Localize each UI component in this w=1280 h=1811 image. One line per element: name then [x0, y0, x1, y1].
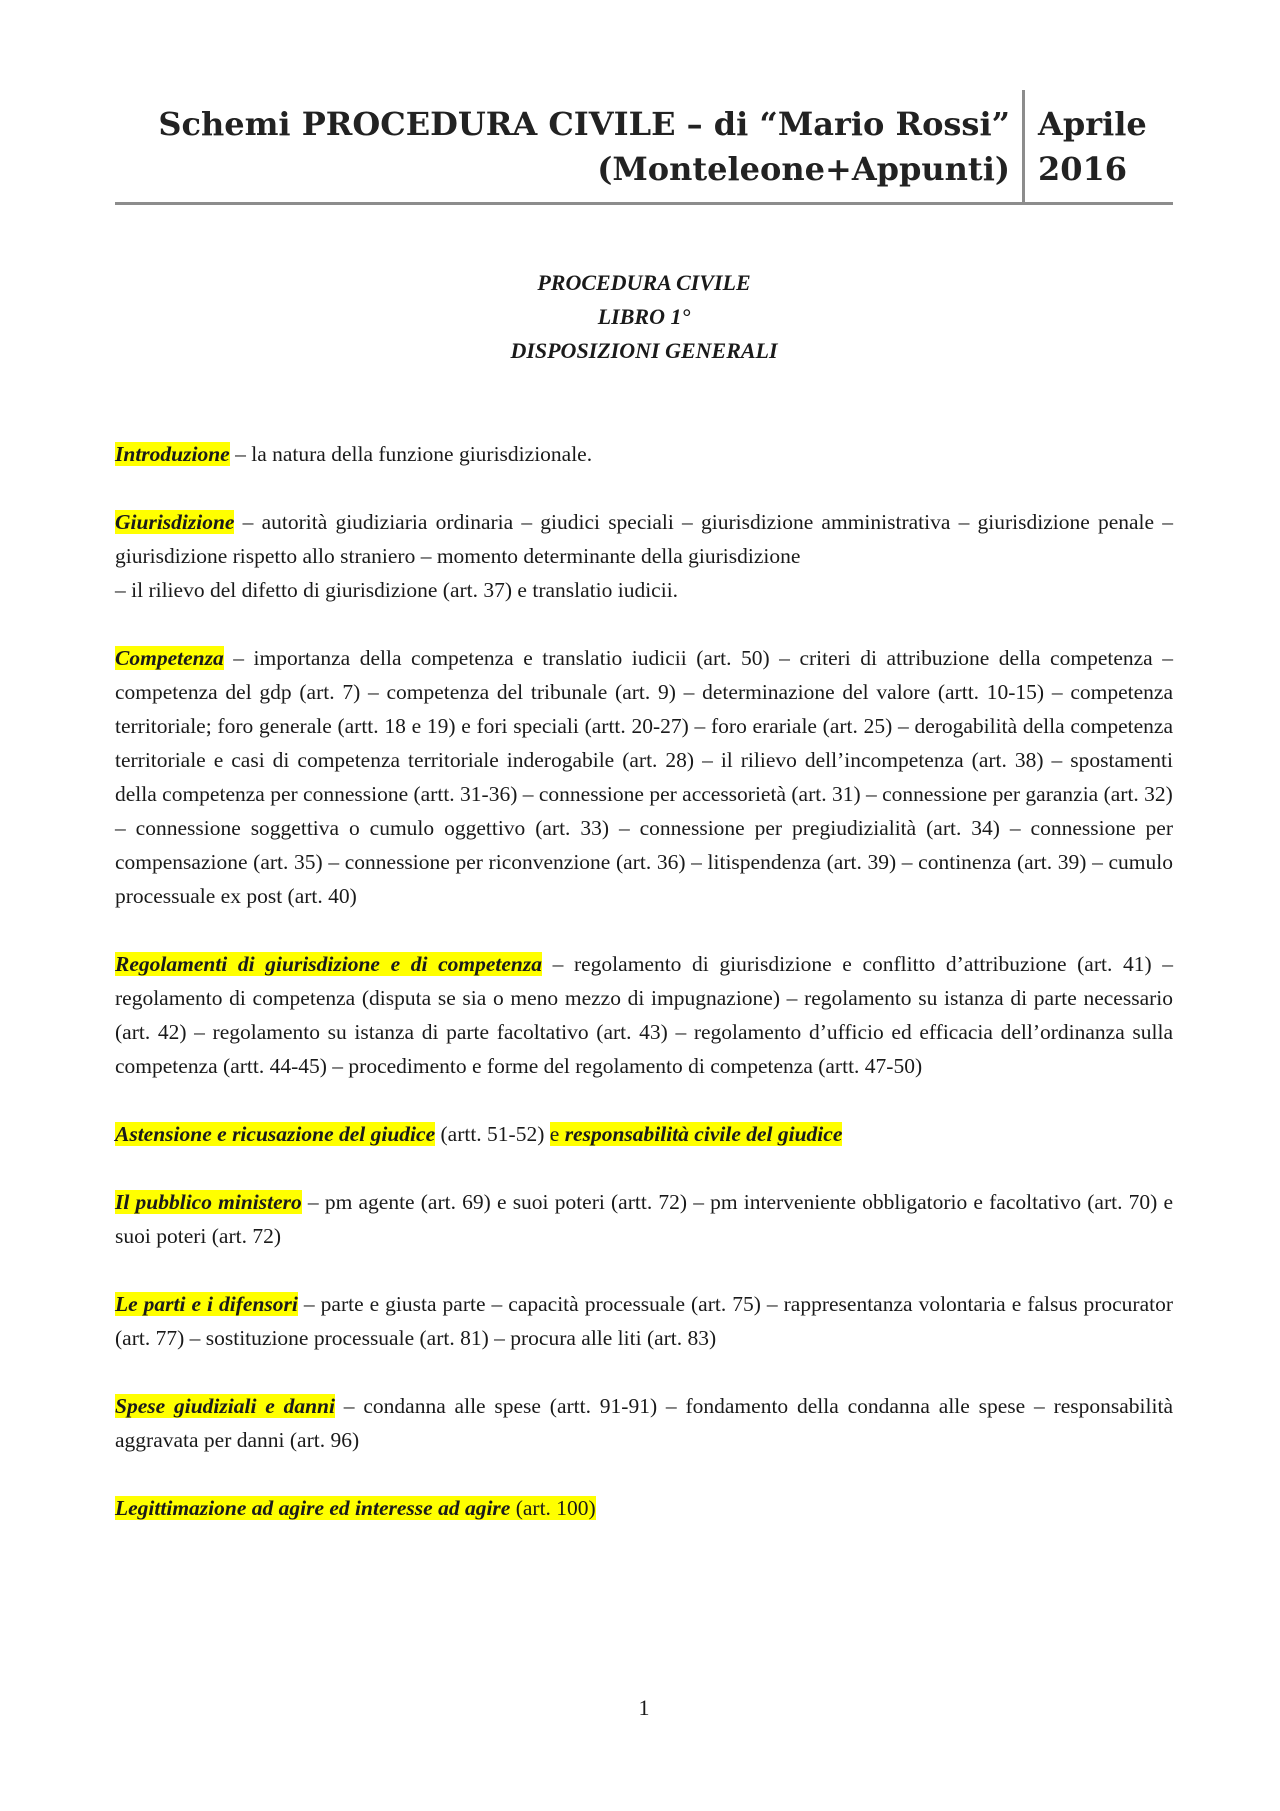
- section-text: (art. 100): [510, 1496, 596, 1520]
- section-topic: Introduzione: [115, 442, 230, 466]
- section-paragraph: [115, 437, 1173, 471]
- page-header: [115, 90, 1173, 205]
- section-text: (artt. 51-52): [435, 1122, 550, 1146]
- page-number: 1: [638, 1695, 650, 1720]
- section-paragraph: [115, 1117, 1173, 1151]
- section-topic: Astensione e ricusazione del giudice: [115, 1122, 436, 1146]
- section-competenza: [115, 641, 1173, 913]
- document-title-line3: DISPOSIZIONI GENERALI: [510, 338, 778, 363]
- header-title: [115, 102, 1010, 192]
- header-separator: [1022, 90, 1025, 202]
- document-title-line2: LIBRO 1°: [597, 304, 691, 329]
- section-topic: Giurisdizione: [115, 510, 235, 534]
- section-paragraph: [115, 1389, 1173, 1457]
- section-paragraph: – il rilievo del difetto di giurisdizione (art. 37) e translatio iudicii.: [115, 578, 679, 602]
- section-text: – condanna alle spese (artt. 91-91) – fondamento della condanna alle spese – responsabilità aggravata per danni (art. 96): [115, 1394, 1173, 1452]
- section-text-highlight: e: [549, 1122, 565, 1146]
- section-parti: [115, 1287, 1173, 1355]
- section-paragraph: – connessione soggettiva o cumulo oggettivo (art. 33) – connessione per pregiudizialità (art. 34) – connessione per compensazione (art. 35) – connessione per riconvenzione (art. 36) – litispendenza (art. 39) – continenza (art. 39) – cumulo processuale ex post (art. 40): [115, 816, 1173, 908]
- header-date-month: Aprile: [1038, 105, 1147, 143]
- section-paragraph: [115, 1491, 1173, 1525]
- section-text: – autorità giudiziaria ordinaria – giudici speciali – giurisdizione amministrativa – giurisdizione penale – giurisdizione rispetto allo straniero – momento determinante della giurisdizione: [115, 510, 1173, 568]
- header-title-line2: (Monteleone+Appunti): [597, 150, 1010, 188]
- section-paragraph: [115, 947, 1173, 1083]
- section-astensione: [115, 1117, 1173, 1151]
- section-topic: Le parti e i difensori: [115, 1292, 298, 1316]
- section-highlight-group: [115, 1496, 596, 1520]
- section-paragraph: [115, 505, 1173, 573]
- section-regolamenti: [115, 947, 1173, 1083]
- header-title-line1: Schemi PROCEDURA CIVILE – di “Mario Rossi”: [158, 105, 1010, 143]
- section-text: – importanza della competenza e translatio iudicii (art. 50) – criteri di attribuzione della competenza – competenza del gdp (art. 7) – competenza del tribunale (art. 9) – determinazione del valore (artt. 10-15) – competenza territoriale; foro generale (artt. 18 e 19) e fori speciali (artt. 20-27) – foro erariale (art. 25) – derogabilità della competenza territoriale e casi di competenza territoriale inderogabile (art. 28) – il rilievo dell’incompetenza (art. 38) – spostamenti della competenza per connessione (artt. 31-36) – connessione per accessorietà (art. 31) – connessione per garanzia (art. 32): [115, 646, 1173, 806]
- section-topic: Il pubblico ministero: [115, 1190, 302, 1214]
- section-giurisdizione: [115, 505, 1173, 607]
- section-text: – parte e giusta parte – capacità processuale (art. 75) – rappresentanza volontaria e falsus procurator (art. 77) – sostituzione processuale (art. 81) – procura alle liti (art. 83): [115, 1292, 1173, 1350]
- section-legittimazione: [115, 1491, 1173, 1525]
- header-date-year: 2016: [1038, 150, 1128, 188]
- section-paragraph: [115, 1287, 1173, 1355]
- section-introduzione: [115, 437, 1173, 471]
- section-topic-secondary: responsabilità civile del giudice: [564, 1122, 843, 1146]
- section-text: – regolamento di giurisdizione e conflitto d’attribuzione (art. 41) – regolamento di competenza (disputa se sia o meno mezzo di impugnazione) – regolamento su istanza di parte necessario (art. 42) – regolamento su istanza di parte facoltativo (art. 43) – regolamento d’ufficio ed efficacia dell’ordinanza sulla competenza (artt. 44-45) – procedimento e forme del regolamento di competenza (artt. 47-50): [115, 952, 1173, 1078]
- section-paragraph: [115, 1185, 1173, 1253]
- section-text: – la natura della funzione giurisdizionale.: [229, 442, 593, 466]
- header-date: [1038, 102, 1147, 192]
- document-title-line1: PROCEDURA CIVILE: [537, 270, 751, 295]
- section-topic: Regolamenti di giurisdizione e di competenza: [115, 952, 542, 976]
- section-text: – pm agente (art. 69) e suoi poteri (artt. 72) – pm interveniente obbligatorio e facoltativo (art. 70) e suoi poteri (art. 72): [115, 1190, 1173, 1248]
- section-topic: Spese giudiziali e danni: [115, 1394, 335, 1418]
- section-topic: Legittimazione ad agire ed interesse ad agire: [115, 1496, 511, 1520]
- section-topic: Competenza: [115, 646, 224, 670]
- document-title: [115, 266, 1173, 368]
- section-spese: [115, 1389, 1173, 1457]
- section-pubblico-ministero: [115, 1185, 1173, 1253]
- document-body: [115, 437, 1173, 1559]
- section-paragraph: [115, 641, 1173, 811]
